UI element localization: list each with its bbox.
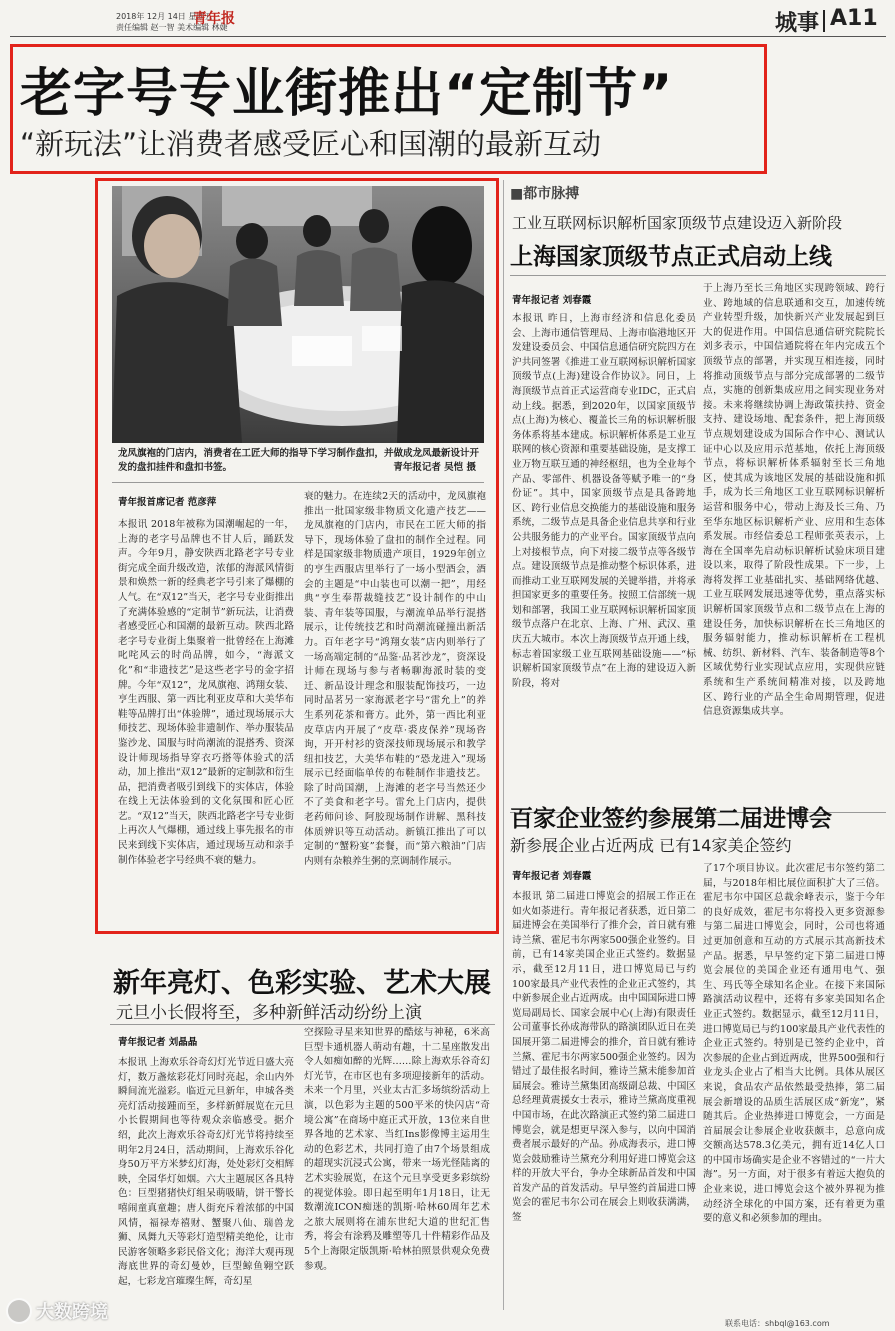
workshop-photo — [112, 186, 484, 443]
story2-headline: 百家企业签约参展第二届进博会 — [510, 806, 832, 832]
section-label: ■都市脉搏 — [510, 186, 580, 202]
story1-headline: 上海国家顶级节点正式启动上线 — [510, 244, 832, 270]
story1-col2: 于上海乃至长三角地区实现跨领域、跨行业、跨地域的信息联通和交互，加速传统产业转型升级，加快新兴产业发展起到巨大的促进作用。中国信息通信研究院院长刘多表示，中国信通院将在年内完成五个顶级节点的部署，并实现互相连接，同时将推动顶级节点与部分完成部署的二级节点，实施的创新集成应用之间实现业务对接。未来将继续协调上海政策扶持、资金支持、建设场地、配套条件，把上海顶级节点规划建设成为国际合作中心、测试认证中心以及应用示范基地，依托上海顶级节点，将标识解析体系辐射至长三角地区，使其成为该地区发展的基础设施和抓手，成为长三角地区工业互联网标识解析运营和服务中心，带动上海及长三角、乃至华东地区标识解析产业、应用和生态体系发展。市经信委总工程师张英表示，上海在全国率先启动标识解析试验床项目建设以来，取得了阶段性成果。下一步，上海将发挥工业基础扎实、基础网络优越、工业互联网发展迅速等优势，重点落实标识解析国家顶级节点和二级节点在上海的建设任务，加快标识解析在长三角地区的服务辐射能力，推动标识解析在工程机械、纺织、新材料、汽车、装备制造等8个区域优势行业实现试点应用，实现供应链系统和生产系统间精准对接，以及跨地区、跨行业的产品全生命周期管理，促进信息资源集成共享。 — [703, 283, 885, 718]
top-subhead: “新玩法”让消费者感受匠心和国潮的最新互动 — [20, 127, 602, 161]
masthead-date: 2018年 12月 14日 星期五 — [116, 12, 213, 21]
watermark-logo-icon — [6, 1298, 32, 1324]
story2-col1: 本报讯 第二届进口博览会的招展工作正在如火如荼进行。青年报记者获悉，近日第二届进博会在美国举行了推介会，首日就有雅诗兰黛、霍尼韦尔两家500强企业签约。目前，已有14家美国企业正式签约。数据显示，截至12月11日，进口博览局已与约100家最具产业代表性的企业正式签约，其中新参展企业占近两成。由中国国际进口博览局副局长、国家会展中心(上海)有限责任公司董事长孙成海带队的路演团队近日在美国展开第二届进博会的推介，首日就有雅诗兰黛、霍尼韦尔两家500强企业签约。因为错过了最佳报名时间，雅诗兰黛未能参加首届展会。雅诗兰黛集团高级副总裁、中国区总经理黄震援女士表示，雅诗兰黛高度重视中国市场，在此次路演正式签约第二届进口博览会，就是想更早深入参与，以向中国消费者展示最好的产品。孙成海表示，进口博览会鼓励雅诗兰黛充分利用好进口博览会这样的开放大平台，争办全球新品首发和中国首发产品的首发活动。早早签约首届进口博览会的霍尼韦尔公司在展会上则收获满满，签 — [512, 891, 696, 1224]
story2-byline: 青年报记者 刘春霞 — [512, 871, 592, 882]
story2-subhead: 新参展企业占近两成 已有14家美企签约 — [510, 836, 792, 855]
story1-col1: 本报讯 昨日，上海市经济和信息化委员会、上海市通信管理局、上海市临港地区开发建设委员会、中国信息通信研究院四方在沪共同签署《推进工业互联网标识解析国家顶级节点(上海)建设合作协议》。同日，上海顶级节点首正式运营商专业IDC，正式启动上线。据悉，到2020年，以国家顶级节点(上海)为核心、覆盖长三角的标识解析服务体系将基本建成。标识解析体系是工业互联网的核心资源和重要基础设施，是支撑工业万物互联互通的神经枢纽，也为全业每个产品、零部件、机器设备等赋予唯一的“身份证”。其中，国家顶级节点是具备跨地区、跨行业信息交换能力的基础设施和服务系统，二级节点是具备企业信息共享和行业公共服务能力的产业平台。国家顶级节点向上对接根节点，向下对接二级节点等各级节点。建设顶级节点是推动整个标识体系，进而推动工业互联网发展的关键举措，并将承担国家更多的重要任务。按照工信部统一规划和部署，我国工业互联网标识解析国家顶级节点落户在北京、上海、广州、武汉、重庆五大城市。本次上海顶级节点开通上线，标志着国家级工业互联网基础设施——“标识解析国家顶级节点”在上海的建设迈入新阶段，将对 — [512, 313, 696, 689]
bottom-subhead: 元旦小长假将至，多种新鲜活动纷纷上演 — [116, 1003, 422, 1023]
bottom-col1: 本报讯 上海欢乐谷奇幻灯光节近日盛大亮灯，数万盏炫彩花灯同时亮起，余山内外瞬间流光溢彩。临近元旦新年，申城各类亮灯活动接踵而至，多样新鲜展览在元旦小长假期间也等待观众亲临感受。据介绍，此次上海欢乐谷奇幻灯光节将持续至明年2月24日，活动期间，上海欢乐谷化身50万平方米梦幻灯海，处处彩灯交相辉映，全园华灯如烟。六大主题展区各具特色：巨型猪猪快灯组呆萌吸睛，饼干警长嘻闹童真童趣；唐人街充斥着浓郁的中国风情，福禄寿禧财、蟹聚八仙、瑞兽龙狮、凤舞九天等彩灯造型精美绝伦，让市民游客领略多彩民俗文化；海洋大观再现海底世界的奇幻曼妙，巨型鲸鱼翱空跃起，七彩龙宫璀璨生辉，奇幻星 — [118, 1057, 294, 1287]
top-story-col1: 本报讯 2018年被称为国潮崛起的一年，上海的老字号品牌也不甘人后，踊跃发声。今年9月，静安陕西北路老字号专业街完成全面升级改造，浓郁的海派风情街景和焕然一新的经典老字号引来了爆棚的人气。在“双12”当天，老字号专业街推出了充满体验感的“定制节”新玩法，让消费者感受匠心和国潮的最新互动。陕西北路老字号专业街上集聚着一批曾经在上海滩叱咤风云的时尚品牌，如今，“海派文化”和“非遗技艺”是这些老字号的金字招牌。今年“双12”，龙凤旗袍、鸿翔女装、亨生西服、第一西比利亚皮草和大美华布鞋等品牌打出“体验牌”，通过现场展示大师技艺、现场体验非遗制作、举办服装品鉴沙龙、国服与时尚潮流的混搭秀、资深设计师现场指导穿衣巧搭等体验式的活动，加上推出“双12”最新的定制款和衍生品，把消费者吸引到线下的实体店，体验在线上无法体验到的文化氛围和匠心匠艺。“双12”当天，陕西北路老字号专业街上再次人气爆棚，通过线上事先报名的市民来到线下实体店，通过现场互动和亲手制作体验老字号经典不衰的魅力。 — [118, 519, 294, 866]
header-rule — [10, 36, 886, 37]
top-headline: 老字号专业街推出“定制节” — [20, 64, 674, 124]
masthead-editors: 责任编辑 赵一智 美术编辑 林婕 — [116, 23, 228, 32]
masthead-logo: 青年报 — [193, 11, 235, 27]
page-section: 城事 — [775, 11, 820, 36]
watermark — [6, 1298, 108, 1324]
story2-col2: 了17个项目协议。此次霍尼韦尔签约第二届，与2018年相比展位面积扩大了三倍。霍尼韦尔中国区总裁余峰表示，鉴于今年的良好成效，霍尼韦尔将投入更多资源参与第二届进口博览会，同时，公司也将通过更加创意和互动的方式展示其高新技术产品。据悉，早早签约定下第二届进口博览会展位的美国企业还有通用电气、强生、玛氏等全球知名企业。在接下来国际路演活动议程中，还将有多家美国知名企业正式签约。数据显示，截至12月11日，进口博览局已与约100家最具产业代表性的企业正式签约。特别是已签约企业中，首次参展的企业占到近两成，世界500强和行业龙头企业占了相当大比例。具体从展区来说，食品农产品依然最受热捧，第二届展会新增设的品质生活展区成“新宠”，紧随其后。企业热捧进口博览会，一方面是首届展会让参展企业收获颇丰，总意向成交额高达578.3亿美元，拥有近14亿人口的中国市场确实是企业不容错过的“一片大海”。另一方面，对于很多有着远大抱负的企业来说，进口博览会这个被外界视为推动经济全球化的中国方案，还有着更为重要的意义和必须参加的理由。 — [703, 863, 885, 1225]
top-story-col2: 衰的魅力。在连续2天的活动中，龙凤旗袍推出一批国家级非物质文化遗产技艺——龙凤旗袍的门店内，市民在工匠大师的指导下，现场体验了盘扣的制作全过程。同样是国家级非物质遗产项目，1929年创立的亨生西服店里举行了一场小型酒会，酒会的主题是“中山装也可以潮一把”，用经典“亨生奉帮裁缝技艺”设计制作的中山装、青年装等国服，与潮流单品举行混搭展示，让传统技艺和时尚潮流碰撞出新活力。百年老字号“鸿翔女装”店内则举行了一场高端定制的“品鉴·品茗沙龙”，资深设计师在现场与参与者畅聊海派时装的变迁、新品设计理念和服装配饰技巧，一边同时品茗另一家海派老字号“雷允上”的养生系列花茶和膏方。此外，第一西比利亚皮草店内开展了“皮草·裘皮保养”现场咨询，开开村衫的资深技师现场展示和教学纽扣技艺，大美华布鞋的“恐龙进入”现场展示已经面临单传的布鞋制作非遗技艺。除了时尚国潮，上海滩的老字号当然还少不了美食和老字号。雷允上门店内，提供老药师问诊、阿胶现场制作讲解、黑科技体质辨识等互动活动。新镇江推出了可以定制的“蟹粉宴”套餐，而“第六粮油”门店内则有杂粮养生粥的烹调制作展示。 — [304, 491, 486, 867]
story1-kicker: 工业互联网标识解析国家顶级节点建设迈入新阶段 — [512, 214, 843, 232]
bottom-headline: 新年亮灯、色彩实验、艺术大展 — [113, 968, 491, 999]
page-number: A11 — [830, 6, 878, 31]
photo-caption — [118, 447, 480, 475]
section-divider — [823, 10, 825, 32]
bottom-byline: 青年报记者 刘晶晶 — [118, 1037, 198, 1048]
photo-credit: 青年报记者 吴恺 摄 — [393, 462, 476, 473]
column-divider — [503, 180, 504, 1310]
footer-contact: 联系电话：shbql@163.com — [725, 1319, 830, 1328]
photo-caption-text: 龙凤旗袍的门店内，消费者在工匠大师的指导下学习制作盘扣，并做成龙凤最新设计开发的盘扣挂件和盘扣书签。 — [118, 448, 480, 473]
story1-rule — [510, 275, 886, 276]
story1-byline: 青年报记者 刘春霞 — [512, 295, 592, 306]
bottom-col2: 空探险寻星来知世界的酷炫与神秘，6米高巨型卡通机器人萌动有趣，十二星座散发出令人如痴如醉的光辉……除上海欢乐谷奇幻灯光节，在市区也有多项迎接新年的活动。未来一个月里，兴业太古汇多场缤纷活动上演，以色彩为主题的500平米的快闪店“奇境公寓”在商场中庭正式开放，13位来自世界各地的艺术家、当红Ins影像博主运用生动的色彩艺术，共同打造了由7个场景组成的超现实沉浸式公寓，带来一场光怪陆离的艺术实验展览，在这个元旦享受更多彩缤纷的视觉体验。即日起至明年1月18日，让无数潮流ICON痴迷的凯斯·哈林60周年艺术之旅大展则将在浦东世纪大道的世纪汇售秀，将会有涂鸦及雕塑等几十件精彩作品及5个上海限定版凯斯·哈林拍照景供观众免费参观。 — [304, 1027, 490, 1272]
workshop-photo-image — [112, 186, 484, 443]
caption-rule — [112, 482, 484, 483]
bottom-rule — [110, 1024, 495, 1025]
top-story-byline: 青年报首席记者 范彦萍 — [118, 497, 217, 508]
watermark-text: 大数跨境 — [36, 1302, 108, 1323]
